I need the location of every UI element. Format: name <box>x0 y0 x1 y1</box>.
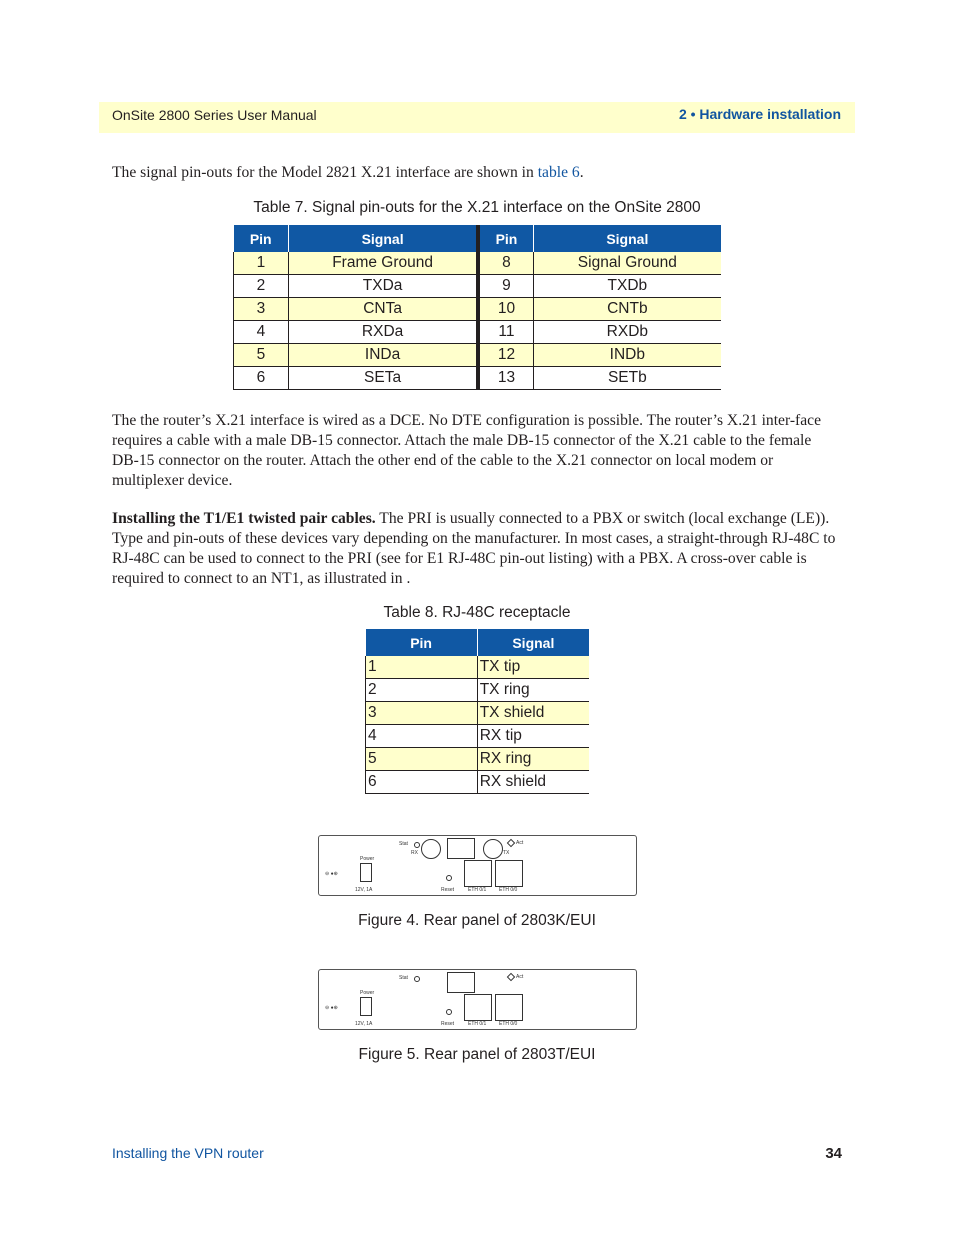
table-row <box>234 275 722 298</box>
power-rating-label: 12V, 1A <box>355 887 373 893</box>
table-6-link[interactable]: table 6 <box>537 164 580 181</box>
table-row <box>234 298 722 321</box>
table-row <box>234 321 722 344</box>
intro-period: . <box>579 164 584 181</box>
table-7-header-pin: Pin <box>234 225 289 252</box>
cell: 13 <box>478 367 533 390</box>
figure-4-rear-panel <box>318 835 637 896</box>
cell: INDa <box>288 344 478 367</box>
power-switch-icon <box>360 863 372 882</box>
table-row <box>234 344 722 367</box>
table-7-caption: Table 7. Signal pin-outs for the X.21 interface on the OnSite 2800 <box>253 199 701 216</box>
cell: RX tip <box>477 725 589 748</box>
table-row <box>366 771 590 794</box>
page-number: 34 <box>825 1145 842 1162</box>
cell: TX tip <box>477 656 589 679</box>
table-8-caption: Table 8. RJ-48C receptacle <box>383 604 571 621</box>
cell: CNTa <box>288 298 478 321</box>
figure-5-rear-panel <box>318 969 637 1030</box>
cell: INDb <box>533 344 721 367</box>
cell: 4 <box>366 725 478 748</box>
dc-jack-icon: ⊖ ●⊕ <box>325 1005 338 1011</box>
cell: 1 <box>366 656 478 679</box>
eth-0-1-label: ETH 0/1 <box>468 1021 487 1027</box>
t1e1-paragraph <box>112 509 842 589</box>
footer-section-link[interactable]: Installing the VPN router <box>112 1145 264 1161</box>
cell: Signal Ground <box>533 252 721 275</box>
table-7-header-pin-2: Pin <box>478 225 533 252</box>
figure-4-caption: Figure 4. Rear panel of 2803K/EUI <box>358 912 596 929</box>
cell: 1 <box>234 252 289 275</box>
table-7-header-signal-2: Signal <box>533 225 721 252</box>
figure-5-caption: Figure 5. Rear panel of 2803T/EUI <box>358 1046 596 1063</box>
power-label: Power <box>360 990 375 996</box>
eth-0-1-port-icon <box>464 860 492 887</box>
power-rating-label: 12V, 1A <box>355 1021 373 1027</box>
cell: CNTb <box>533 298 721 321</box>
tx-label: TX <box>503 850 510 856</box>
stat-label: Stat <box>399 975 408 981</box>
stat-label: Stat <box>399 841 408 847</box>
cell: 2 <box>366 679 478 702</box>
table-row <box>366 679 590 702</box>
table-7 <box>233 225 721 390</box>
cell: 12 <box>478 344 533 367</box>
cell: 3 <box>234 298 289 321</box>
eth-0-0-port-icon <box>495 860 523 887</box>
table-row <box>366 656 590 679</box>
table-8-header-signal: Signal <box>477 629 589 656</box>
cell: 6 <box>366 771 478 794</box>
cell: TX ring <box>477 679 589 702</box>
table-row <box>234 367 722 390</box>
cell: 10 <box>478 298 533 321</box>
cell: RXDb <box>533 321 721 344</box>
eth-0-0-label: ETH 0/0 <box>499 887 518 893</box>
eth-0-0-port-icon <box>495 994 523 1021</box>
table-row <box>234 252 722 275</box>
eth-0-1-port-icon <box>464 994 492 1021</box>
sfp-port-icon <box>447 972 475 993</box>
sfp-port-icon <box>447 838 475 859</box>
x21-paragraph: The the router’s X.21 interface is wired as a DCE. No DTE configuration is possible. The router’s X.21 inter-face requires a cable with a male DB-15 connector. Attach the male DB-15 connector of the X.21 cable to the female DB-15 connector on the router. Attach the other end of the cable to the X.21 connector on local modem or multiplexer device. <box>112 412 821 489</box>
power-label: Power <box>360 856 375 862</box>
cell: 2 <box>234 275 289 298</box>
manual-title: OnSite 2800 Series User Manual <box>112 107 317 123</box>
cell: RX ring <box>477 748 589 771</box>
act-label: Act <box>516 840 524 846</box>
t1e1-body: The PRI is usually connected to a PBX or switch (local exchange (LE)). Type and pin-outs of these devices vary depending on the manufacturer. In most cases, a straight-through RJ-48C to RJ-48C can be used to connect to the PRI (see for E1 RJ-48C pin-out listing) with a PBX. A cross-over cable is required to connect to an NT1, as illustrated in . <box>112 510 836 587</box>
table-8 <box>365 629 589 794</box>
cell: TXDa <box>288 275 478 298</box>
table-7-header-signal: Signal <box>288 225 478 252</box>
table-row <box>366 725 590 748</box>
intro-text: The signal pin-outs for the Model 2821 X.21 interface are shown in <box>112 164 538 181</box>
cell: 5 <box>234 344 289 367</box>
dc-jack-icon: ⊖ ●⊕ <box>325 871 338 877</box>
reset-label: Reset <box>441 1021 455 1027</box>
reset-button-icon <box>446 1009 452 1015</box>
table-8-header-pin: Pin <box>366 629 478 656</box>
stat-led-icon <box>414 976 420 982</box>
intro-paragraph <box>112 163 842 183</box>
cell: 4 <box>234 321 289 344</box>
eth-0-0-label: ETH 0/0 <box>499 1021 518 1027</box>
chapter-heading: 2 • Hardware installation <box>678 106 841 122</box>
cell: TXDb <box>533 275 721 298</box>
act-led-icon <box>507 973 515 981</box>
cell: Frame Ground <box>288 252 478 275</box>
rx-label: RX <box>411 850 418 856</box>
cell: 6 <box>234 367 289 390</box>
cell: TX shield <box>477 702 589 725</box>
table-row <box>366 748 590 771</box>
table-8-header-row <box>366 629 590 656</box>
cell: SETb <box>533 367 721 390</box>
eth-0-1-label: ETH 0/1 <box>468 887 487 893</box>
cell: RXDa <box>288 321 478 344</box>
table-row <box>366 702 590 725</box>
cell: 5 <box>366 748 478 771</box>
act-label: Act <box>516 974 524 980</box>
running-header <box>99 102 855 133</box>
t1e1-run-in-heading: Installing the T1/E1 twisted pair cables. <box>112 510 376 527</box>
table-7-header-row <box>234 225 722 252</box>
reset-button-icon <box>446 875 452 881</box>
cell: 11 <box>478 321 533 344</box>
cell: 3 <box>366 702 478 725</box>
rx-bnc-connector-icon <box>421 839 441 859</box>
stat-led-icon <box>414 842 420 848</box>
tx-bnc-connector-icon <box>483 839 503 859</box>
act-led-icon <box>507 839 515 847</box>
reset-label: Reset <box>441 887 455 893</box>
cell: 9 <box>478 275 533 298</box>
cell: SETa <box>288 367 478 390</box>
cell: RX shield <box>477 771 589 794</box>
power-switch-icon <box>360 997 372 1016</box>
cell: 8 <box>478 252 533 275</box>
